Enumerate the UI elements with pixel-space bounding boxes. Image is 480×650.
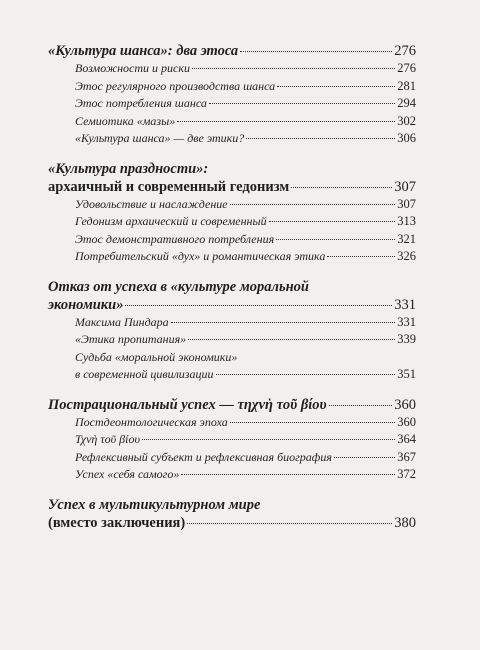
toc-item-label: Τχνὴ τοῦ βίου xyxy=(75,432,140,446)
dot-leader xyxy=(188,339,395,340)
dot-leader xyxy=(192,68,395,69)
toc-page-number: 307 xyxy=(394,178,416,195)
toc-item[interactable] xyxy=(48,248,416,266)
toc-chapter-culture-of-idleness xyxy=(48,160,416,266)
toc-page-number: 307 xyxy=(397,196,416,211)
toc-item-label: Этос регулярного производства шанса xyxy=(75,78,276,93)
toc-chapter-title: Пострациональный успех — τηχνὴ τοῦ βίου xyxy=(48,396,327,413)
dot-leader xyxy=(216,374,396,375)
toc-item[interactable] xyxy=(48,113,416,131)
toc-chapter-title: «Культура шанса»: два этоса xyxy=(48,43,239,59)
toc-item[interactable] xyxy=(48,196,416,214)
toc-page-number: 331 xyxy=(397,314,416,329)
toc-chapter-title-line[interactable]: Успех в мультикультурном мире xyxy=(48,496,261,513)
toc-item[interactable] xyxy=(48,60,416,78)
dot-leader xyxy=(291,187,392,188)
toc-item-label: в современной цивилизации xyxy=(75,367,214,381)
toc-chapter-heading[interactable] xyxy=(48,178,416,196)
toc-chapter-heading[interactable] xyxy=(48,296,416,314)
toc-item-label: Семиотика «мазы» xyxy=(75,113,176,128)
dot-leader xyxy=(327,256,395,257)
toc-item[interactable] xyxy=(48,130,416,148)
toc-item[interactable] xyxy=(48,366,416,384)
toc-item-label: Удовольствие и наслаждение xyxy=(75,196,228,211)
toc-page-number: 276 xyxy=(394,43,416,59)
toc-item[interactable] xyxy=(48,431,416,449)
toc-item[interactable] xyxy=(48,95,416,113)
toc-chapter-title: архаичный и современный гедонизм xyxy=(48,178,290,195)
toc-chapter-culture-of-chance xyxy=(48,42,416,148)
toc-item-label: Возможности и риски xyxy=(75,61,190,75)
toc-item-label: Максима Пиндара xyxy=(75,314,169,329)
toc-page-number: 339 xyxy=(397,332,416,346)
dot-leader xyxy=(334,457,395,458)
toc-item-label: «Культура шанса» — две этики? xyxy=(75,131,245,145)
dot-leader xyxy=(181,474,395,475)
toc-item-label: Гедонизм архаический и современный xyxy=(75,214,267,228)
toc-page-number: 281 xyxy=(397,78,416,93)
toc-chapter-moral-economy xyxy=(48,278,416,384)
toc-page-number: 360 xyxy=(397,414,416,429)
toc-chapter-postrational-success xyxy=(48,396,416,484)
toc-item[interactable] xyxy=(48,78,416,96)
toc-item-label: Этос демонстративного потребления xyxy=(75,231,275,246)
dot-leader xyxy=(125,305,392,306)
toc-page-number: 372 xyxy=(397,467,416,481)
dot-leader xyxy=(177,121,395,122)
toc-page-number: 380 xyxy=(394,514,416,531)
dot-leader xyxy=(240,51,392,52)
toc-page-number: 364 xyxy=(397,432,416,446)
toc-page-number: 331 xyxy=(394,296,416,313)
toc-page-number: 306 xyxy=(397,131,416,145)
toc-chapter-heading[interactable] xyxy=(48,42,416,60)
toc-chapter-heading[interactable] xyxy=(48,396,416,414)
toc-page-number: 276 xyxy=(397,61,416,75)
dot-leader xyxy=(269,221,396,222)
dot-leader xyxy=(209,103,395,104)
toc-item[interactable] xyxy=(48,466,416,484)
table-of-contents xyxy=(48,42,416,532)
toc-page-number: 351 xyxy=(397,367,416,381)
dot-leader xyxy=(276,239,395,240)
toc-item[interactable] xyxy=(48,449,416,467)
toc-page-number: 302 xyxy=(397,113,416,128)
dot-leader xyxy=(246,138,395,139)
toc-item-label: Этос потребления шанса xyxy=(75,96,207,110)
toc-chapter-title-line[interactable]: Отказ от успеха в «культуре моральной xyxy=(48,278,309,295)
dot-leader xyxy=(187,523,392,524)
toc-item[interactable] xyxy=(48,231,416,249)
dot-leader xyxy=(277,86,395,87)
toc-item-line[interactable]: Судьба «моральной экономики» xyxy=(75,349,238,364)
dot-leader xyxy=(230,204,396,205)
toc-item[interactable] xyxy=(48,213,416,231)
toc-page-number: 294 xyxy=(397,96,416,110)
toc-page-number: 360 xyxy=(394,396,416,413)
toc-page-number: 367 xyxy=(397,449,416,464)
toc-chapter-title-line[interactable]: «Культура праздности»: xyxy=(48,160,209,177)
toc-item-label: Рефлексивный субъект и рефлексивная биография xyxy=(75,449,332,464)
toc-page-number: 321 xyxy=(397,231,416,246)
dot-leader xyxy=(230,422,395,423)
toc-chapter-heading[interactable] xyxy=(48,514,416,532)
toc-item-label: Успех «себя самого» xyxy=(75,467,180,481)
toc-item-label: Потребительский «дух» и романтическая этика xyxy=(75,249,326,263)
dot-leader xyxy=(142,439,395,440)
toc-chapter-title: экономики» xyxy=(48,296,124,313)
toc-page-number: 326 xyxy=(397,249,416,263)
toc-item[interactable] xyxy=(48,314,416,332)
toc-item-label: «Этика пропитания» xyxy=(75,332,187,346)
toc-item[interactable] xyxy=(48,331,416,349)
dot-leader xyxy=(171,322,396,323)
toc-chapter-title: (вместо заключения) xyxy=(48,514,186,531)
toc-page-number: 313 xyxy=(397,214,416,228)
toc-item-label: Постдеонтологическая эпоха xyxy=(75,414,228,429)
toc-chapter-multicultural-world xyxy=(48,496,416,532)
dot-leader xyxy=(329,405,393,406)
toc-item[interactable] xyxy=(48,414,416,432)
